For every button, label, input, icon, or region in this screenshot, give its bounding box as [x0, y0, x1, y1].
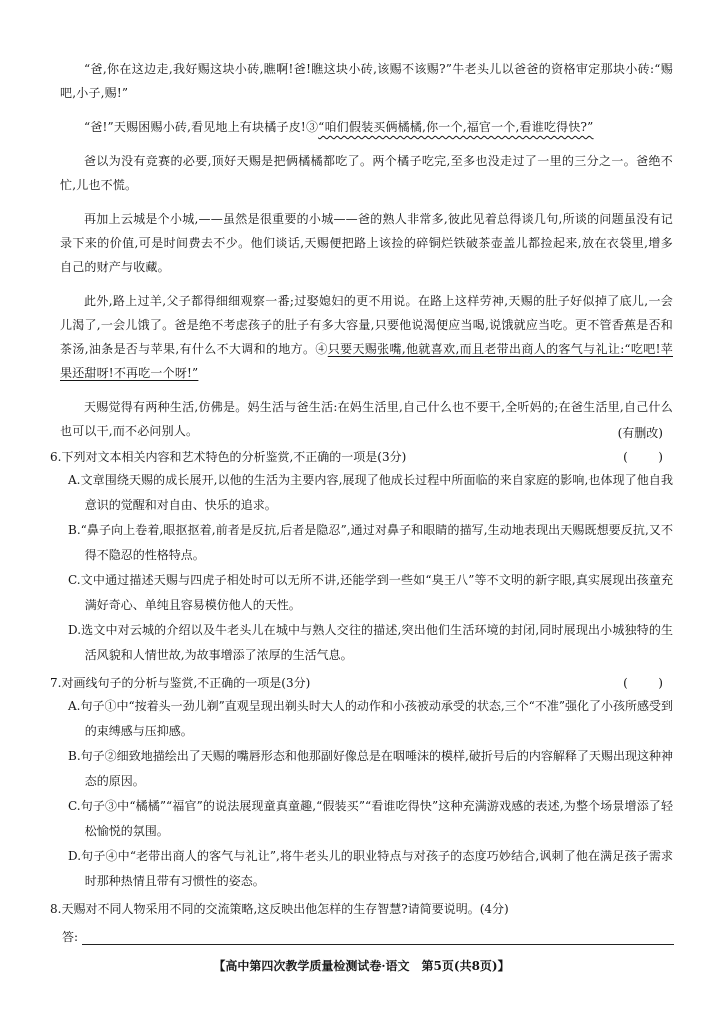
question-stem-text: 6.下列对文本相关内容和艺术特色的分析鉴赏,不正确的一项是(3分)	[50, 450, 407, 464]
option-d: D.选文中对云城的介绍以及牛老头儿在城中与熟人交往的描述,突出他们生活环境的封闭,同时展现出小城独特的生活风貌和人情世故,为故事增添了浓厚的生活气息。	[68, 623, 673, 662]
question-8	[50, 898, 673, 920]
sentence-number-4: ④	[315, 342, 328, 356]
source-note: (有删改)	[617, 426, 663, 440]
option-a: A.句子①中“按着头一劲儿剃”直观呈现出剃头时大人的动作和小孩被动承受的状态,三个“不准”强化了小孩所感受到的束缚感与压抑感。	[68, 699, 673, 738]
passage-paragraph: “爸,你在这边走,我好赐这块小砖,瞧啊!爸!瞧这块小砖,该赐不该赐?”牛老头儿以爸爸的资格审定那块小砖:“赐吧,小子,赐!”	[60, 62, 673, 100]
question-list	[50, 446, 673, 924]
question-stem	[50, 898, 673, 920]
question-7	[50, 672, 673, 894]
question-stem	[50, 672, 673, 694]
answer-label: 答:	[62, 930, 79, 944]
question-6	[50, 446, 673, 668]
passage-text: “爸!”天赐困赐小砖,看见地上有块橘子皮!	[84, 120, 306, 134]
answer-line[interactable]	[82, 930, 674, 945]
passage-paragraph	[60, 289, 673, 385]
option-d: D.句子④中“老带出商人的客气与礼让”,将牛老头儿的职业特点与对孩子的态度巧妙结合,讽刺了他在满足孩子需求时那种热情且带有习惯性的姿态。	[68, 849, 673, 888]
passage-paragraph: 天赐觉得有两种生活,仿佛是。妈生活与爸生活:在妈生活里,自己什么也不要干,全听妈的;在爸生活里,自己什么也可以干,而不必问别人。	[60, 400, 673, 438]
answer-parenthesis: ( )	[623, 676, 663, 690]
underlined-sentence-3: “咱们假装买俩橘橘,你一个,福官一个,看谁吃得快?”	[318, 120, 594, 134]
passage-paragraph: 再加上云城是个小城,——虽然是很重要的小城——爸的熟人非常多,彼此见着总得谈几句,所谈的问题虽没有记录下来的价值,可是时间费去不少。他们谈话,天赐便把路上该捡的碎铜烂铁破茶壶盖儿都捡起来,放在衣袋里,增多自己的财产与收藏。	[60, 212, 673, 274]
option-b: B.“鼻子向上卷着,眼抠抠着,前者是反抗,后者是隐忍”,通过对鼻子和眼睛的描写,生动地表现出天赐既想要反抗,又不得不隐忍的性格特点。	[68, 523, 673, 562]
question-stem	[50, 446, 673, 468]
passage-paragraph: 爸以为没有竞赛的必要,顶好天赐是把俩橘橘都吃了。两个橘子吃完,至多也没走过了一里的三分之一。爸绝不忙,儿也不慌。	[60, 154, 673, 192]
passage-text: 此外,路上过羊,父子都得细细观察一番;过娶媳妇的更不用说。在路上这样劳神,天赐的肚子好似掉了底儿,一会儿渴了,一会儿饿了。爸是绝不考虑孩子的肚子有多大容量,只要他说渴便应当喝,说饿就应当吃。更不管香蕉是否和茶汤,油条是否与苹果,有什么不大调和的地方。	[60, 294, 673, 356]
page-footer: 【高中第四次教学质量检测试卷·语文 第5页(共8页)】	[213, 959, 510, 973]
option-c: C.句子③中“橘橘”“福官”的说法展现童真童趣,“假装买”“看谁吃得快”这种充满游戏感的表述,为整个场景增添了轻松愉悦的氛围。	[68, 799, 673, 838]
option-b: B.句子②细致地描绘出了天赐的嘴唇形态和他那副好像总是在咽唾沫的模样,破折号后的内容解释了天赐出现这种神态的原因。	[68, 749, 673, 788]
underlined-sentence-4: 只要天赐张嘴,他就喜欢,而且老带出商人的客气与礼让:“吃吧!苹果还甜呀!不再吃一个呀!”	[60, 342, 673, 380]
passage-paragraph	[60, 115, 673, 139]
question-stem-text: 7.对画线句子的分析与鉴赏,不正确的一项是(3分)	[50, 676, 311, 690]
reading-passage	[60, 57, 673, 453]
option-c: C.文中通过描述天赐与四虎子相处时可以无所不讲,还能学到一些如“臭王八”等不文明的新字眼,真实展现出孩童充满好奇心、单纯且容易模仿他人的天性。	[68, 573, 673, 612]
option-a: A.文章围绕天赐的成长展开,以他的生活为主要内容,展现了他成长过程中所面临的来自家庭的影响,也体现了他自我意识的觉醒和对自由、快乐的追求。	[68, 473, 673, 512]
sentence-number-3: ③	[305, 120, 319, 134]
answer-parenthesis: ( )	[623, 450, 663, 464]
question-stem-text: 8.天赐对不同人物采用不同的交流策略,这反映出他怎样的生存智慧?请简要说明。(4分)	[50, 902, 509, 916]
answer-area	[62, 928, 674, 945]
